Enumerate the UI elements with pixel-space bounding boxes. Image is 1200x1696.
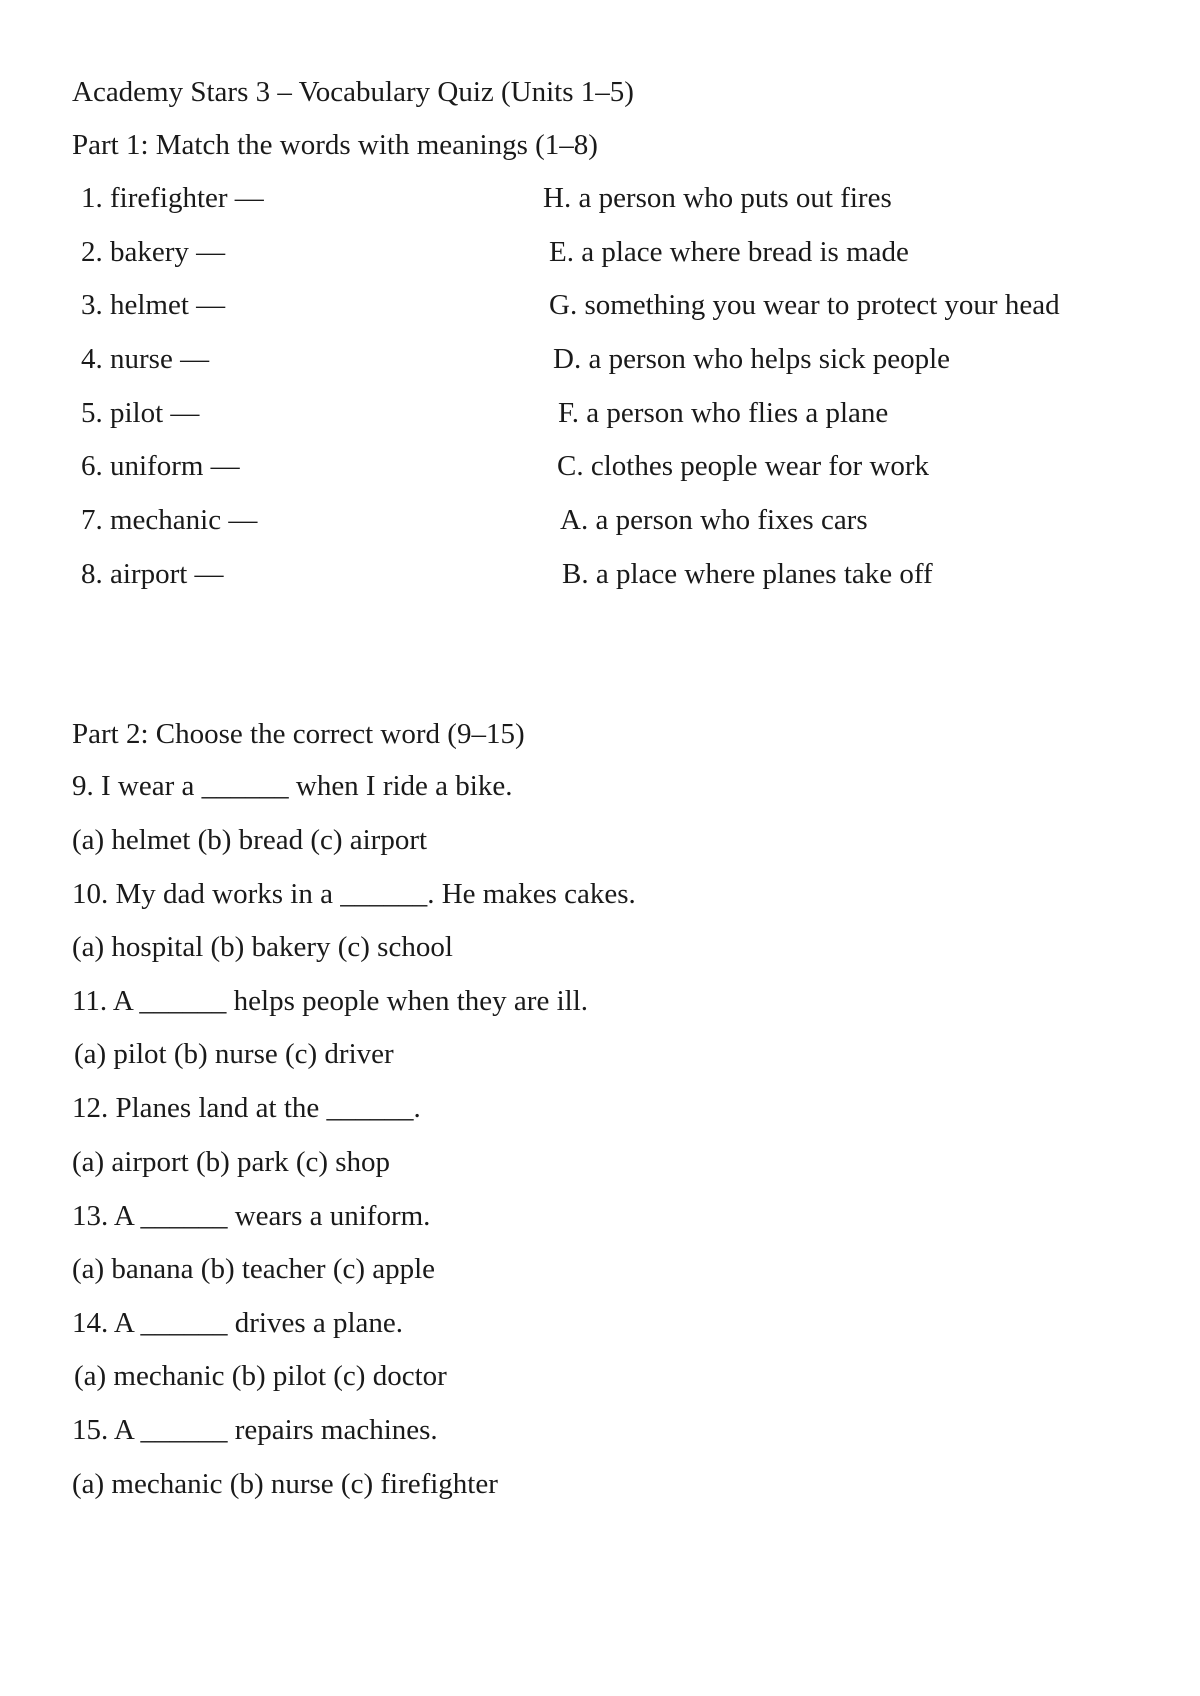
match-meaning: D. a person who helps sick people xyxy=(553,343,951,375)
match-word: 3. helmet — xyxy=(81,289,226,321)
match-word: 7. mechanic — xyxy=(81,504,258,536)
match-meaning: A. a person who fixes cars xyxy=(560,504,868,536)
match-word: 4. nurse — xyxy=(81,343,210,375)
question-text: 9. I wear a ______ when I ride a bike. xyxy=(72,770,513,802)
match-meaning: H. a person who puts out fires xyxy=(543,182,892,214)
match-meaning: F. a person who flies a plane xyxy=(558,397,889,429)
question-options: (a) mechanic (b) nurse (c) firefighter xyxy=(72,1468,498,1500)
match-row xyxy=(0,291,1200,331)
match-row xyxy=(0,506,1200,546)
question-options: (a) airport (b) park (c) shop xyxy=(72,1146,391,1178)
match-word: 6. uniform — xyxy=(81,450,240,482)
match-row xyxy=(0,452,1200,492)
match-row xyxy=(0,399,1200,439)
question-text: 15. A ______ repairs machines. xyxy=(72,1414,438,1446)
match-meaning: C. clothes people wear for work xyxy=(557,450,930,482)
match-meaning: B. a place where planes take off xyxy=(562,558,933,590)
question-text: 13. A ______ wears a uniform. xyxy=(72,1200,431,1232)
match-row xyxy=(0,238,1200,278)
match-word: 1. firefighter — xyxy=(81,182,264,214)
question-options: (a) hospital (b) bakery (c) school xyxy=(72,931,453,963)
part1-heading: Part 1: Match the words with meanings (1–8) xyxy=(72,129,598,161)
page-title: Academy Stars 3 – Vocabulary Quiz (Units 1–5) xyxy=(72,76,634,108)
match-row xyxy=(0,345,1200,385)
match-word: 5. pilot — xyxy=(81,397,200,429)
question-text: 10. My dad works in a ______. He makes cakes. xyxy=(72,878,636,910)
question-options: (a) mechanic (b) pilot (c) doctor xyxy=(74,1360,447,1392)
match-row xyxy=(0,184,1200,224)
match-row xyxy=(0,560,1200,600)
match-meaning: E. a place where bread is made xyxy=(549,236,909,268)
question-options: (a) helmet (b) bread (c) airport xyxy=(72,824,428,856)
match-word: 8. airport — xyxy=(81,558,224,590)
question-text: 14. A ______ drives a plane. xyxy=(72,1307,404,1339)
question-options: (a) pilot (b) nurse (c) driver xyxy=(74,1038,394,1070)
match-word: 2. bakery — xyxy=(81,236,226,268)
question-text: 12. Planes land at the ______. xyxy=(72,1092,421,1124)
question-options: (a) banana (b) teacher (c) apple xyxy=(72,1253,436,1285)
question-text: 11. A ______ helps people when they are ill. xyxy=(72,985,588,1017)
match-meaning: G. something you wear to protect your head xyxy=(549,289,1060,321)
part2-heading: Part 2: Choose the correct word (9–15) xyxy=(72,718,525,750)
